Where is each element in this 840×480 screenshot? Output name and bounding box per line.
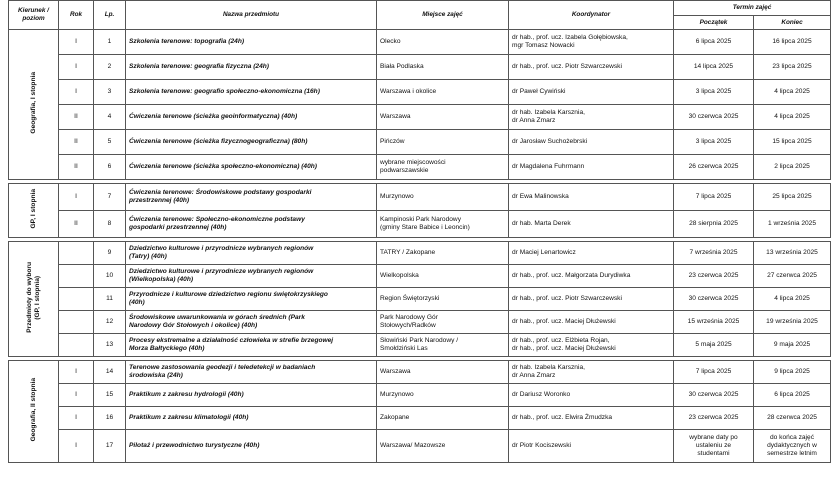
group-label (26, 262, 42, 333)
cell-nazwa-line: Ćwiczenia terenowe (ścieżka fizycznogeograficzna) (80h) (129, 138, 308, 145)
cell-koniec-line: 2 lipca 2025 (774, 163, 810, 170)
cell-koniec (754, 430, 831, 463)
cell-poczatek (674, 80, 754, 105)
cell-nazwa (126, 55, 377, 80)
cell-koordynator-line: dr hab., prof. ucz. Piotr Szwarczewski (512, 63, 622, 70)
table-row (9, 105, 831, 130)
cell-poczatek-line: 7 września 2025 (689, 249, 738, 256)
cell-miejsce-line: Wielkopolska (380, 272, 419, 279)
cell-miejsce-line: Słowiński Park Narodowy / (380, 337, 459, 344)
cell-miejsce-line: Murzynowo (380, 193, 414, 200)
cell-poczatek-line: wybrane daty po (689, 434, 738, 441)
cell-koniec-line: 4 lipca 2025 (774, 88, 810, 95)
cell-poczatek-line: 6 lipca 2025 (695, 38, 732, 45)
cell-lp: 5 (94, 130, 126, 155)
cell-koniec (754, 211, 831, 238)
cell-koniec (754, 105, 831, 130)
header-termin: Termin zajęć (674, 1, 831, 16)
cell-koniec-line: 25 lipca 2025 (772, 193, 812, 200)
cell-koniec (754, 130, 831, 155)
field-courses-table (8, 0, 831, 463)
cell-rok: II (59, 105, 94, 130)
cell-miejsce (377, 407, 509, 430)
cell-koordynator-line: dr Paweł Cywiński (512, 88, 566, 95)
cell-koniec-line: dydaktycznych w (767, 442, 817, 449)
cell-miejsce (377, 80, 509, 105)
cell-koordynator (509, 155, 674, 180)
table-row (9, 55, 831, 80)
cell-koordynator-line: dr hab., prof. ucz. Małgorzata Durydiwka (512, 272, 631, 279)
header-rok: Rok (59, 1, 94, 30)
cell-rok (59, 242, 94, 265)
cell-nazwa-line: Terenowe zastosowania geodezji i teledetekcji w badaniach (129, 364, 316, 371)
cell-koniec-line: 4 lipca 2025 (774, 295, 810, 302)
cell-rok: I (59, 55, 94, 80)
cell-poczatek-line: studentami (697, 450, 730, 457)
cell-koniec-line: 19 września 2025 (766, 318, 818, 325)
cell-poczatek-line: 28 sierpnia 2025 (689, 220, 738, 227)
group-label-cell (9, 184, 59, 238)
cell-koordynator (509, 211, 674, 238)
cell-nazwa-line: Dziedzictwo kulturowe i przyrodnicze wybranych regionów (129, 245, 314, 252)
group-label: GP, I stopnia (29, 189, 37, 229)
cell-miejsce-line: Warszawa (380, 368, 411, 375)
cell-lp: 2 (94, 55, 126, 80)
cell-nazwa-line: Procesy ekstremalne a działalność człowieka w strefie brzegowej (129, 337, 334, 344)
table-row (9, 155, 831, 180)
schedule-document (8, 0, 831, 463)
cell-miejsce (377, 155, 509, 180)
cell-nazwa-line: Środowiskowe uwarunkowania w górach średnich (Park (129, 314, 305, 321)
table-body (9, 30, 831, 463)
cell-miejsce-line: Pińczów (380, 138, 405, 145)
cell-poczatek (674, 361, 754, 384)
cell-rok (59, 334, 94, 357)
cell-koordynator-line: dr Piotr Kociszewski (512, 442, 571, 449)
table-row (9, 384, 831, 407)
cell-poczatek (674, 334, 754, 357)
cell-poczatek (674, 265, 754, 288)
cell-miejsce-line: TATRY / Zakopane (380, 249, 436, 256)
cell-poczatek-line: 5 maja 2025 (695, 341, 732, 348)
cell-koniec (754, 55, 831, 80)
cell-koniec-line: do końca zajęć (770, 434, 814, 441)
table-row (9, 430, 831, 463)
cell-miejsce-line: Olecko (380, 38, 401, 45)
cell-nazwa (126, 130, 377, 155)
cell-poczatek (674, 211, 754, 238)
cell-koniec-line: 1 września 2025 (767, 220, 817, 227)
cell-miejsce-line: Kampinoski Park Narodowy (380, 216, 461, 223)
cell-miejsce-line: Park Narodowy Gór (380, 314, 438, 321)
cell-rok (59, 265, 94, 288)
group-label-cell (9, 30, 59, 180)
cell-miejsce-line: Warszawa/ Mazowsze (380, 442, 446, 449)
cell-koniec (754, 265, 831, 288)
cell-lp: 4 (94, 105, 126, 130)
table-row (9, 211, 831, 238)
cell-miejsce (377, 334, 509, 357)
cell-nazwa-line: Ćwiczenia terenowe: Środowiskowe podstawy gospodarki (129, 189, 312, 196)
cell-miejsce (377, 211, 509, 238)
cell-miejsce (377, 384, 509, 407)
cell-rok: II (59, 155, 94, 180)
cell-poczatek-line: 7 lipca 2025 (695, 368, 732, 375)
cell-poczatek (674, 55, 754, 80)
cell-koordynator-line: dr hab., prof. ucz. Izabela Gołębiowska, (512, 34, 628, 41)
table-row (9, 80, 831, 105)
cell-nazwa-line: środowiska (24h) (129, 372, 183, 379)
cell-miejsce (377, 242, 509, 265)
cell-nazwa-line: Ćwiczenia terenowe (ścieżka społeczno-ekonomiczna) (40h) (129, 163, 317, 170)
cell-koniec-line: 13 września 2025 (766, 249, 818, 256)
cell-rok: I (59, 430, 94, 463)
cell-koniec-line: 23 lipca 2025 (772, 63, 812, 70)
cell-koniec (754, 155, 831, 180)
cell-rok: I (59, 30, 94, 55)
cell-koniec-line: 6 lipca 2025 (774, 391, 810, 398)
cell-miejsce (377, 130, 509, 155)
cell-rok (59, 288, 94, 311)
group-label-cell (9, 361, 59, 463)
cell-poczatek-line: 3 lipca 2025 (695, 88, 732, 95)
cell-nazwa (126, 361, 377, 384)
cell-nazwa (126, 155, 377, 180)
cell-koniec (754, 334, 831, 357)
cell-koordynator (509, 265, 674, 288)
cell-nazwa (126, 265, 377, 288)
cell-koordynator-line: dr hab. Marta Derek (512, 220, 571, 227)
group-label-line: Przedmioty do wyboru (25, 262, 33, 333)
group-label-line: (GP, I stopnia) (33, 275, 41, 320)
cell-poczatek-line: 30 czerwca 2025 (688, 391, 739, 398)
cell-koordynator-line: dr Anna Zmarz (512, 117, 556, 124)
cell-koordynator-line: dr Magdalena Fuhrmann (512, 163, 585, 170)
cell-lp: 14 (94, 361, 126, 384)
cell-poczatek (674, 184, 754, 211)
cell-koordynator-line: dr hab., prof. ucz. Elżbieta Rojan, (512, 337, 610, 344)
cell-lp: 11 (94, 288, 126, 311)
cell-poczatek (674, 430, 754, 463)
cell-rok: I (59, 80, 94, 105)
cell-nazwa-line: gospodarki przestrzennej (40h) (129, 224, 227, 231)
cell-koordynator (509, 80, 674, 105)
cell-miejsce (377, 265, 509, 288)
cell-miejsce (377, 288, 509, 311)
cell-nazwa-line: przestrzennej (40h) (129, 197, 190, 204)
cell-koordynator (509, 288, 674, 311)
cell-koniec (754, 30, 831, 55)
cell-nazwa-line: Narodowy Gór Stołowych i okolice) (40h) (129, 322, 258, 329)
cell-miejsce-line: Warszawa (380, 113, 411, 120)
cell-koordynator-line: mgr Tomasz Nowacki (512, 42, 575, 49)
table-row (9, 30, 831, 55)
cell-koordynator (509, 430, 674, 463)
cell-miejsce-line: podwarszawskie (380, 167, 429, 174)
cell-koniec (754, 288, 831, 311)
cell-koniec-line: 15 lipca 2025 (772, 138, 812, 145)
header-poczatek: Początek (674, 16, 754, 30)
cell-koniec (754, 184, 831, 211)
cell-koordynator (509, 242, 674, 265)
cell-koordynator-line: dr hab., prof. ucz. Piotr Szwarczewski (512, 295, 622, 302)
cell-koordynator (509, 384, 674, 407)
cell-miejsce-line: Warszawa i okolice (380, 88, 437, 95)
table-row (9, 334, 831, 357)
cell-nazwa-line: Dziedzictwo kulturowe i przyrodnicze wybranych regionów (129, 268, 314, 275)
cell-nazwa (126, 288, 377, 311)
cell-poczatek (674, 407, 754, 430)
header-koordynator: Koordynator (509, 1, 674, 30)
cell-koordynator-line: dr hab., prof. ucz. Maciej Dłużewski (512, 345, 616, 352)
cell-koordynator-line: dr Anna Zmarz (512, 372, 556, 379)
cell-lp: 1 (94, 30, 126, 55)
header-nazwa: Nazwa przedmiotu (126, 1, 377, 30)
table-row (9, 130, 831, 155)
cell-koordynator (509, 55, 674, 80)
cell-miejsce-line: Stołowych/Radków (380, 322, 436, 329)
cell-koordynator-line: dr Jarosław Suchożebrski (512, 138, 588, 145)
cell-lp: 9 (94, 242, 126, 265)
table-row (9, 288, 831, 311)
cell-lp: 7 (94, 184, 126, 211)
header-kierunek: Kierunek / poziom (9, 1, 59, 30)
cell-rok: I (59, 361, 94, 384)
cell-nazwa-line: Przyrodnicze i kulturowe dziedzictwo regionu świętokrzyskiego (129, 291, 328, 298)
cell-koniec (754, 80, 831, 105)
cell-koordynator-line: dr Maciej Lenartowicz (512, 249, 576, 256)
header-koniec: Koniec (754, 16, 831, 30)
cell-nazwa-line: Praktikum z zakresu klimatologii (40h) (129, 414, 249, 421)
cell-nazwa-line: Pilotaż i przewodnictwo turystyczne (40h) (129, 442, 260, 449)
cell-miejsce-line: (gminy Stare Babice i Leoncin) (380, 224, 470, 231)
cell-nazwa-line: (40h) (129, 299, 145, 306)
cell-miejsce-line: Zakopane (380, 414, 410, 421)
cell-koordynator (509, 184, 674, 211)
cell-koniec-line: semestrze letnim (767, 450, 817, 457)
cell-nazwa-line: Ćwiczenia terenowe: Społeczno-ekonomiczne podstawy (129, 216, 305, 223)
cell-poczatek (674, 155, 754, 180)
cell-poczatek-line: ustaleniu ze (695, 442, 732, 449)
cell-nazwa (126, 334, 377, 357)
cell-miejsce (377, 361, 509, 384)
cell-rok: I (59, 184, 94, 211)
cell-poczatek-line: 15 września 2025 (687, 318, 740, 325)
header-lp: Lp. (94, 1, 126, 30)
cell-nazwa-line: Szkolenia terenowe: topografia (24h) (129, 38, 245, 45)
cell-miejsce (377, 30, 509, 55)
cell-lp: 15 (94, 384, 126, 407)
cell-nazwa (126, 311, 377, 334)
cell-nazwa (126, 30, 377, 55)
cell-lp: 3 (94, 80, 126, 105)
cell-poczatek (674, 130, 754, 155)
table-row (9, 311, 831, 334)
cell-miejsce (377, 105, 509, 130)
cell-poczatek (674, 30, 754, 55)
cell-koordynator-line: dr hab. Izabela Karsznia, (512, 364, 585, 371)
cell-nazwa (126, 211, 377, 238)
cell-koniec-line: 9 lipca 2025 (774, 368, 810, 375)
cell-miejsce (377, 311, 509, 334)
cell-nazwa (126, 184, 377, 211)
cell-lp: 12 (94, 311, 126, 334)
cell-miejsce-line: Biała Podlaska (380, 63, 424, 70)
cell-koniec (754, 407, 831, 430)
cell-poczatek-line: 26 czerwca 2025 (688, 163, 739, 170)
cell-nazwa-line: (Tatry) (40h) (129, 253, 167, 260)
cell-koniec (754, 311, 831, 334)
cell-nazwa (126, 80, 377, 105)
table-row (9, 407, 831, 430)
cell-poczatek (674, 288, 754, 311)
cell-poczatek (674, 242, 754, 265)
cell-miejsce-line: Smołdziński Las (380, 345, 428, 352)
cell-poczatek (674, 311, 754, 334)
cell-lp: 17 (94, 430, 126, 463)
cell-koniec-line: 4 lipca 2025 (774, 113, 810, 120)
cell-koniec-line: 9 maja 2025 (773, 341, 811, 348)
cell-poczatek-line: 7 lipca 2025 (695, 193, 732, 200)
cell-koniec (754, 361, 831, 384)
cell-poczatek (674, 105, 754, 130)
cell-koordynator (509, 105, 674, 130)
cell-koordynator-line: dr hab. Izabela Karsznia, (512, 109, 585, 116)
table-row (9, 242, 831, 265)
cell-nazwa-line: Morza Bałtyckiego (40h) (129, 345, 205, 352)
group-label: Geografia, I stopnia (29, 72, 37, 134)
table-row (9, 265, 831, 288)
cell-miejsce (377, 184, 509, 211)
cell-lp: 10 (94, 265, 126, 288)
cell-poczatek-line: 23 czerwca 2025 (688, 272, 739, 279)
cell-rok: I (59, 407, 94, 430)
header-miejsce: Miejsce zajęć (377, 1, 509, 30)
table-row (9, 184, 831, 211)
cell-koniec-line: 27 czerwca 2025 (767, 272, 817, 279)
group-label: Geografia, II stopnia (29, 378, 37, 442)
cell-nazwa-line: Praktikum z zakresu hydrologii (40h) (129, 391, 244, 398)
cell-koordynator (509, 334, 674, 357)
cell-rok: I (59, 384, 94, 407)
cell-nazwa (126, 105, 377, 130)
cell-lp: 6 (94, 155, 126, 180)
cell-koordynator (509, 130, 674, 155)
cell-koniec (754, 242, 831, 265)
cell-miejsce-line: Murzynowo (380, 391, 414, 398)
cell-nazwa (126, 242, 377, 265)
cell-poczatek (674, 384, 754, 407)
cell-koniec-line: 16 lipca 2025 (772, 38, 812, 45)
cell-lp: 8 (94, 211, 126, 238)
cell-koordynator-line: dr hab., prof. ucz. Maciej Dłużewski (512, 318, 616, 325)
cell-nazwa-line: (Wielkopolska) (40h) (129, 276, 194, 283)
cell-koordynator (509, 361, 674, 384)
table-row (9, 361, 831, 384)
cell-nazwa (126, 430, 377, 463)
cell-nazwa (126, 384, 377, 407)
cell-miejsce-line: wybrane miejscowości (380, 159, 446, 166)
cell-poczatek-line: 23 czerwca 2025 (688, 414, 739, 421)
cell-poczatek-line: 30 czerwca 2025 (688, 113, 739, 120)
cell-koordynator-line: dr Ewa Malinowska (512, 193, 569, 200)
cell-miejsce-line: Region Świętorzyski (380, 295, 440, 302)
cell-koniec-line: 28 czerwca 2025 (767, 414, 817, 421)
cell-lp: 13 (94, 334, 126, 357)
cell-koordynator (509, 30, 674, 55)
cell-nazwa (126, 407, 377, 430)
cell-rok: II (59, 211, 94, 238)
cell-nazwa-line: Szkolenia terenowe: geografio społeczno-ekonomiczna (16h) (129, 88, 320, 95)
cell-koordynator (509, 311, 674, 334)
cell-poczatek-line: 3 lipca 2025 (695, 138, 732, 145)
cell-koniec (754, 384, 831, 407)
cell-miejsce (377, 55, 509, 80)
cell-rok: II (59, 130, 94, 155)
cell-koordynator-line: dr hab., prof. ucz. Elwira Żmudzka (512, 414, 613, 421)
cell-poczatek-line: 30 czerwca 2025 (688, 295, 739, 302)
cell-koordynator-line: dr Dariusz Woronko (512, 391, 571, 398)
cell-miejsce (377, 430, 509, 463)
cell-poczatek-line: 14 lipca 2025 (693, 63, 734, 70)
cell-nazwa-line: Ćwiczenia terenowe (ścieżka geoinformatyczna) (40h) (129, 113, 298, 120)
cell-nazwa-line: Szkolenia terenowe: geografia fizyczna (24h) (129, 63, 269, 70)
cell-koordynator (509, 407, 674, 430)
cell-lp: 16 (94, 407, 126, 430)
group-label-cell (9, 242, 59, 357)
cell-rok (59, 311, 94, 334)
